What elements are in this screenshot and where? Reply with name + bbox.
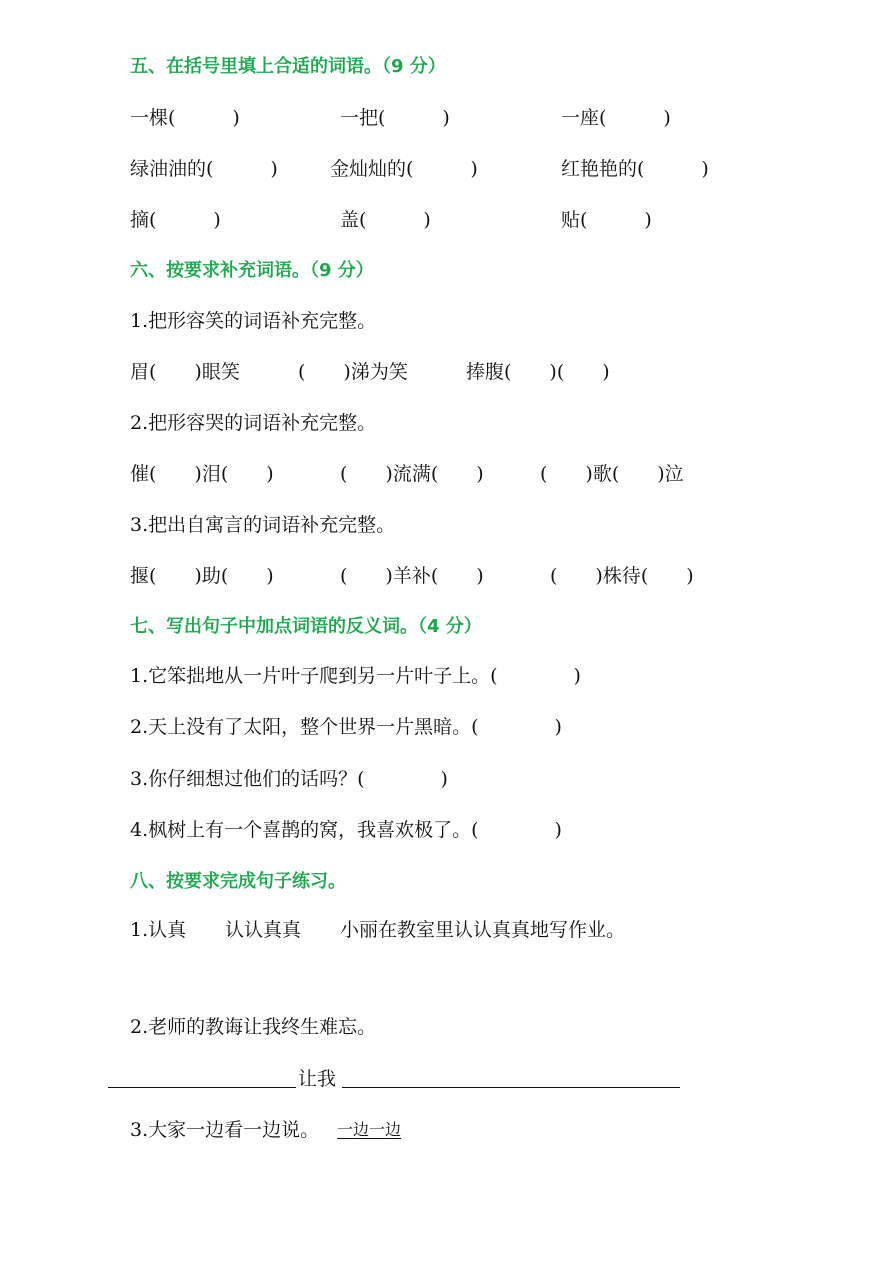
question-prompt: 2.把形容哭的词语补充完整。 (130, 412, 377, 434)
fill-blank-item[interactable]: ( )羊补( ) (340, 565, 484, 587)
fill-blank-item[interactable]: 金灿灿的( ) (330, 158, 478, 180)
section7-item-4 (0, 815, 892, 845)
section6-q3-items (0, 561, 892, 591)
section8 (0, 867, 892, 897)
section5-heading: 五、在括号里填上合适的词语。（9 分） (130, 56, 446, 77)
fill-blank-item[interactable]: 贴( ) (561, 209, 652, 231)
fill-blank-item[interactable]: ( )株待( ) (550, 565, 694, 587)
answer-blank[interactable] (108, 1087, 296, 1088)
section6 (0, 256, 892, 286)
question-prompt: 1.把形容笑的词语补充完整。 (130, 310, 377, 332)
fill-blank-item[interactable]: 捧腹( )( ) (466, 361, 610, 383)
answer-blank[interactable] (342, 1087, 680, 1088)
fill-blank-item[interactable]: 催( )泪( ) (130, 463, 274, 485)
fill-blank-item[interactable]: 绿油油的( ) (130, 158, 278, 180)
section8-q2 (0, 1012, 892, 1042)
antonym-question[interactable]: 4.枫树上有一个喜鹊的窝，我喜欢极了。( ) (130, 819, 562, 841)
fill-blank-item[interactable]: 盖( ) (340, 209, 431, 231)
section6-q2-items (0, 459, 892, 489)
sentence-pattern: 一边一边 (337, 1120, 402, 1139)
question-prompt: 3.把出自寓言的词语补充完整。 (130, 514, 396, 536)
antonym-question[interactable]: 2.天上没有了太阳，整个世界一片黑暗。( ) (130, 716, 562, 738)
section7-heading: 七、写出句子中加点词语的反义词。（4 分） (130, 616, 482, 637)
section6-q2 (0, 408, 892, 438)
section6-q3 (0, 510, 892, 540)
word-example: 1.认真 (130, 919, 187, 941)
section5-row-2 (0, 154, 892, 184)
section5 (0, 52, 892, 82)
question-prompt: 3.大家一边看一边说。 (130, 1119, 320, 1141)
section6-q1-items (0, 357, 892, 387)
fill-blank-item[interactable]: 一座( ) (561, 107, 671, 129)
section6-heading: 六、按要求补充词语。（9 分） (130, 260, 374, 281)
antonym-question[interactable]: 3.你仔细想过他们的话吗？( ) (130, 768, 448, 790)
fill-blank-item[interactable]: ( )歌( )泣 (540, 463, 684, 485)
question-prompt: 2.老师的教诲让我终生难忘。 (130, 1016, 377, 1038)
fill-blank-item[interactable]: ( )涕为笑 (298, 361, 408, 383)
fill-blank-item[interactable]: 眉( )眼笑 (130, 361, 240, 383)
fill-blank-item[interactable]: 揠( )助( ) (130, 565, 274, 587)
word-example: 认认真真 (225, 919, 302, 941)
example-sentence: 小丽在教室里认认真真地写作业。 (340, 919, 626, 941)
section5-row-3 (0, 205, 892, 235)
section8-q3 (0, 1115, 892, 1145)
section8-q1 (0, 915, 892, 945)
sentence-connector: 让我 (298, 1068, 337, 1090)
section8-heading: 八、按要求完成句子练习。 (130, 871, 346, 892)
section7-item-3 (0, 764, 892, 794)
section8-q2-answer (0, 1064, 892, 1094)
section7 (0, 612, 892, 642)
fill-blank-item[interactable]: 一棵( ) (130, 107, 240, 129)
fill-blank-item[interactable]: ( )流满( ) (340, 463, 484, 485)
fill-blank-item[interactable]: 一把( ) (340, 107, 450, 129)
section7-item-2 (0, 712, 892, 742)
section6-q1 (0, 306, 892, 336)
fill-blank-item[interactable]: 红艳艳的( ) (561, 158, 709, 180)
fill-blank-item[interactable]: 摘( ) (130, 209, 221, 231)
antonym-question[interactable]: 1.它笨拙地从一片叶子爬到另一片叶子上。( ) (130, 665, 581, 687)
section5-row-1 (0, 103, 892, 133)
section7-item-1 (0, 661, 892, 691)
